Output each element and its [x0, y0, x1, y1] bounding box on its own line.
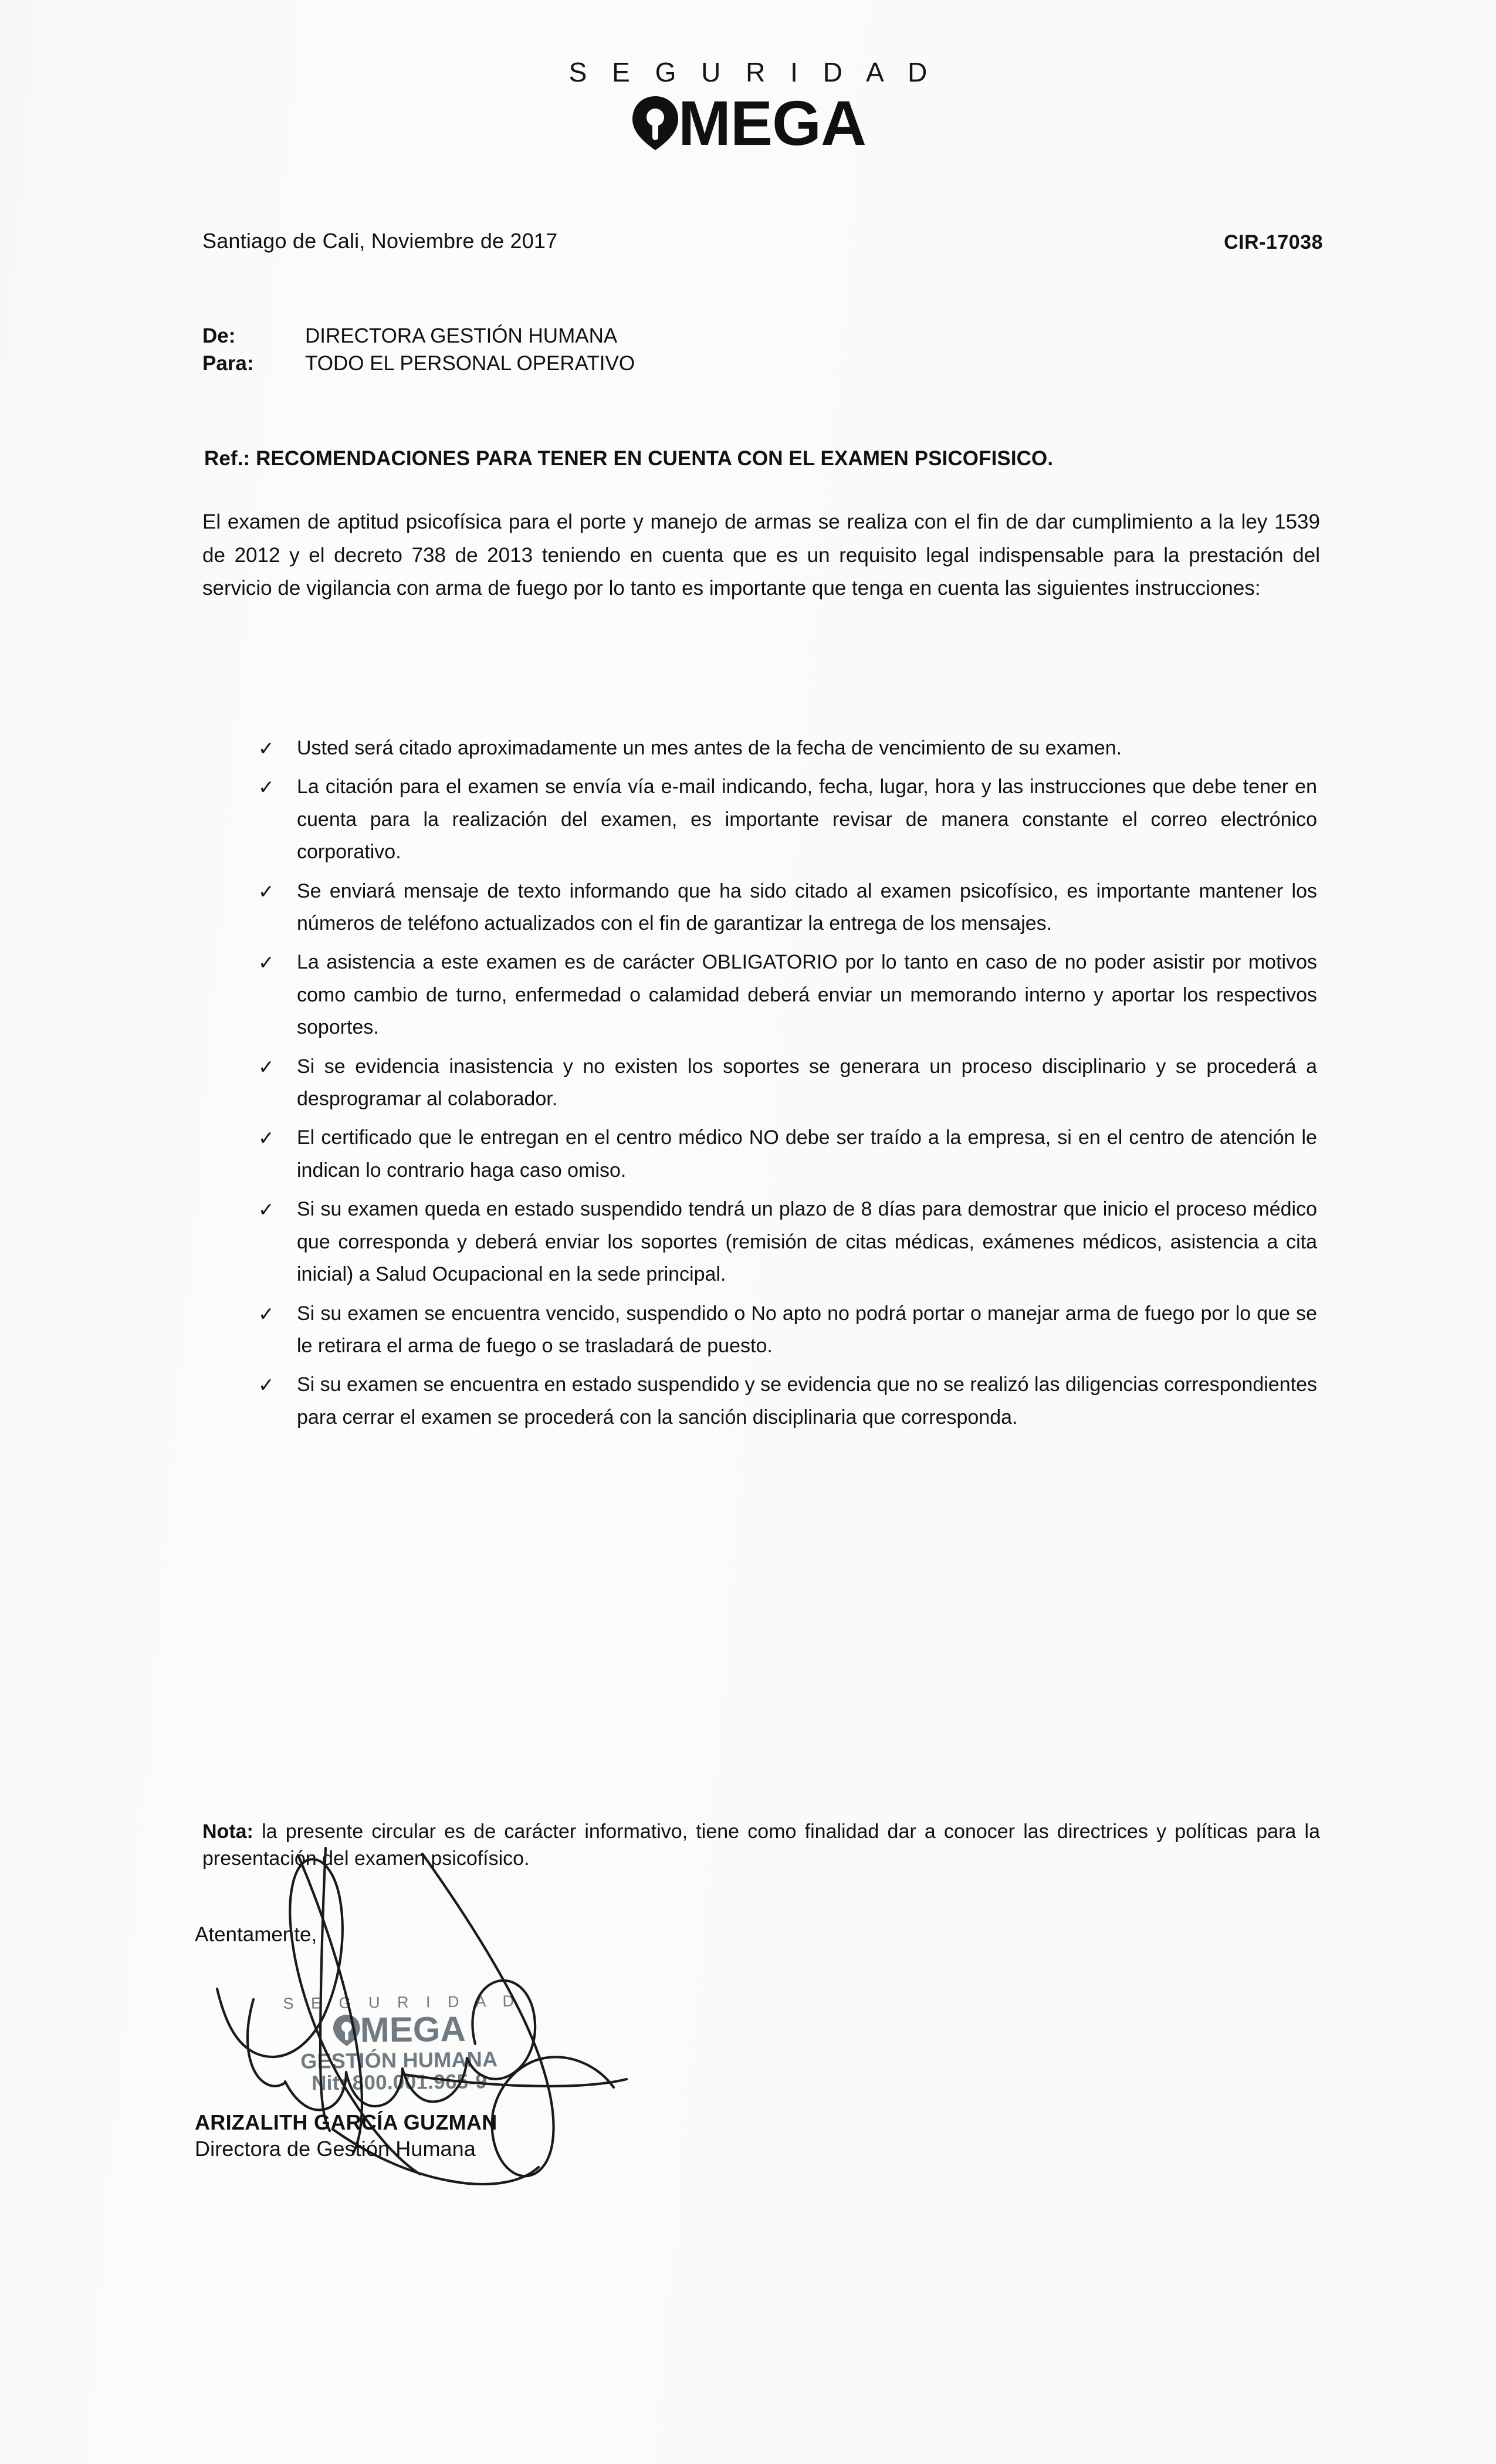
letterhead-brand-text: MEGA [678, 87, 866, 158]
from-value: DIRECTORA GESTIÓN HUMANA [305, 324, 618, 347]
signer-name: ARIZALITH GARCÍA GUZMAN [195, 2110, 497, 2134]
intro-paragraph: El examen de aptitud psicofísica para el porte y manejo de armas se realiza con el fin de dar cumplimiento a la ley 1539 de 2012 y el decreto 738 de 2013 teniendo en cuenta que es un requisito legal indispensable para la prestación del servicio de vigilancia con arma de fuego por lo tanto es importante que tenga en cuenta las siguientes instrucciones: [202, 510, 1320, 600]
list-item [258, 946, 1317, 1044]
document-code: CIR-17038 [1224, 231, 1323, 253]
letterhead-brand [630, 87, 866, 158]
omega-location-pin-icon [331, 2013, 361, 2047]
list-item [258, 1122, 1317, 1187]
list-item [258, 1369, 1317, 1434]
list-item-text: Si su examen se encuentra vencido, suspendido o No apto no podrá portar o manejar arma de fuego por lo que se le retirara el arma de fuego o se trasladará de puesto. [297, 1302, 1317, 1357]
list-item [258, 1051, 1317, 1116]
stamp-nit: Nit: 800.001.965-9 [311, 2070, 488, 2096]
checkmark-icon: ✓ [258, 1055, 275, 1078]
checkmark-icon: ✓ [258, 880, 275, 902]
note-paragraph [202, 1819, 1320, 1872]
list-item-text: Si se evidencia inasistencia y no existen los soportes se generara un proceso disciplinario y se procederá a desprogramar al colaborador. [297, 1055, 1317, 1111]
stamp-department: GESTIÓN HUMANA [300, 2046, 498, 2073]
list-item [258, 875, 1317, 940]
list-item [258, 1193, 1317, 1291]
list-item [258, 1298, 1317, 1363]
stamp-word: S E G U R I D A D [283, 1992, 521, 2013]
list-item-text: Se enviará mensaje de texto informando que ha sido citado al examen psicofísico, es importante mantener los números de teléfono actualizados con el fin de garantizar la entrega de los mensajes. [297, 879, 1317, 935]
stamp-brand [331, 2011, 466, 2049]
company-stamp [234, 1992, 564, 2096]
omega-location-pin-icon [630, 95, 681, 151]
checkmark-icon: ✓ [258, 1127, 275, 1149]
checkmark-icon: ✓ [258, 1302, 275, 1325]
signer-title: Directora de Gestión Humana [195, 2137, 476, 2161]
to-line [202, 350, 635, 378]
checkmark-icon: ✓ [258, 737, 275, 759]
checkmark-icon: ✓ [258, 776, 275, 798]
note-label: Nota: [202, 1820, 253, 1843]
to-value: TODO EL PERSONAL OPERATIVO [305, 351, 635, 375]
list-item-text: Si su examen queda en estado suspendido tendrá un plazo de 8 días para demostrar que inicio el proceso médico que corresponda y deberá enviar los soportes (remisión de citas médicas, exámenes médicos, asistencia a cita inicial) a Salud Ocupacional en la sede principal. [297, 1198, 1317, 1286]
addressing-block [202, 323, 635, 377]
from-line [202, 323, 635, 350]
closing-salutation: Atentamente, [195, 1923, 317, 1946]
checkmark-icon: ✓ [258, 952, 275, 974]
to-label: Para: [202, 351, 254, 375]
from-label: De: [202, 324, 236, 347]
stamp-brand-text: MEGA [360, 2009, 466, 2050]
reference-line: Ref.: RECOMENDACIONES PARA TENER EN CUENTA CON EL EXAMEN PSICOFISICO. [204, 447, 1054, 470]
instructions-list [258, 732, 1317, 1440]
checkmark-icon: ✓ [258, 1199, 275, 1221]
list-item-text: Si su examen se encuentra en estado suspendido y se evidencia que no se realizó las diligencias correspondientes para cerrar el examen se procederá con la sanción disciplinaria que corresponda. [297, 1373, 1317, 1429]
list-item-text: Usted será citado aproximadamente un mes antes de la fecha de vencimiento de su examen. [297, 737, 1122, 759]
list-item-text: El certificado que le entregan en el centro médico NO debe ser traído a la empresa, si en el centro de atención le indican lo contrario haga caso omiso. [297, 1126, 1317, 1182]
letterhead [0, 57, 1496, 158]
document-date: Santiago de Cali, Noviembre de 2017 [202, 229, 558, 253]
letterhead-word: S E G U R I D A D [568, 57, 936, 87]
list-item [258, 732, 1317, 764]
list-item-text: La asistencia a este examen es de carácter OBLIGATORIO por lo tanto en caso de no poder asistir por motivos como cambio de turno, enfermedad o calamidad deberá enviar un memorando interno y aportar los respectivos soportes. [297, 951, 1317, 1039]
list-item-text: La citación para el examen se envía vía e-mail indicando, fecha, lugar, hora y las instrucciones que debe tener en cuenta para la realización del examen, es importante revisar de manera constante el correo electrónico corporativo. [297, 776, 1317, 864]
signer-block [195, 2109, 497, 2162]
list-item [258, 771, 1317, 868]
note-text: la presente circular es de carácter informativo, tiene como finalidad dar a conocer las directrices y políticas para la presentación del examen psicofísico. [202, 1820, 1320, 1870]
checkmark-icon: ✓ [258, 1374, 275, 1396]
